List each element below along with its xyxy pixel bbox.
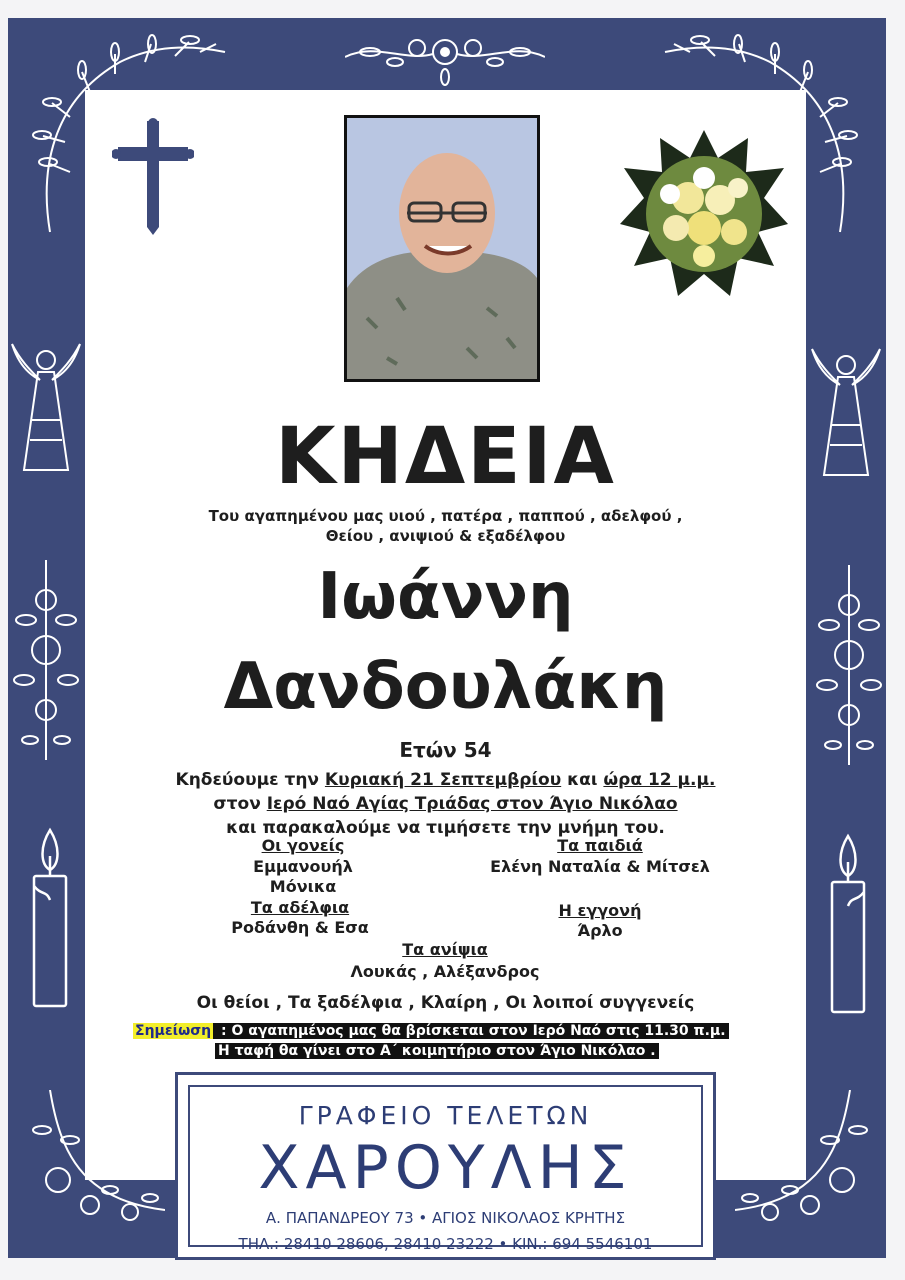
deceased-age: Ετών 54 — [399, 738, 492, 762]
siblings-label: Τα αδέλφια — [250, 898, 350, 917]
note-label: Σημείωση — [135, 1023, 212, 1039]
funeral-office-title: ΓΡΑΦΕΙΟ ΤΕΛΕΤΩΝ — [298, 1101, 593, 1130]
parents-label: Οι γονείς — [261, 836, 345, 855]
ceremony-and: και — [561, 770, 604, 790]
nephews-label: Τα ανίψια — [402, 940, 488, 959]
parent-father: Εμμανουήλ — [253, 857, 353, 876]
nephews-names: Λουκάς , Αλέξανδρος — [350, 962, 540, 981]
floral-branch-icon — [12, 560, 80, 760]
grandchild-name: Άρλο — [577, 921, 623, 940]
relation-line-2: Θείου , ανιψιού & εξαδέλφου — [325, 527, 566, 545]
funeral-home-phones: ΤΗΛ.: 28410 28606, 28410 23222 • ΚΙΝ.: 694 5546101 — [238, 1235, 653, 1253]
note-block — [133, 1021, 729, 1061]
deceased-last-name: Δανδουλάκη — [223, 650, 668, 724]
grandchild-label: Η εγγονή — [558, 901, 642, 920]
funeral-home-inner — [188, 1085, 703, 1253]
funeral-home-box — [175, 1072, 716, 1260]
ceremony-date: Κυριακή 21 Σεπτεμβρίου — [324, 770, 562, 790]
ceremony-place: Ιερό Ναό Αγίας Τριάδας στον Άγιο Νικόλαο — [266, 794, 678, 814]
relation-line-1: Του αγαπημένου μας υιού , πατέρα , παππού , αδελφού , — [208, 507, 683, 525]
floral-branch-icon — [20, 1090, 165, 1240]
funeral-home-address: Α. ΠΑΠΑΝΔΡΕΟΥ 73 • ΑΓΙΟΣ ΝΙΚΟΛΑΟΣ ΚΡΗΤΗΣ — [265, 1209, 626, 1227]
children-names: Ελένη Ναταλία & Μίτσελ — [490, 857, 710, 876]
note-line-1 — [133, 1021, 729, 1041]
deceased-first-name: Ιωάννη — [317, 560, 574, 634]
angel-icon — [810, 345, 882, 485]
other-relatives: Οι θείοι , Τα ξαδέλφια , Κλαίρη , Οι λοιποί συγγενείς — [196, 993, 695, 1013]
note-line-2 — [133, 1041, 729, 1061]
floral-branch-icon — [735, 1090, 880, 1240]
funeral-home-name: ΧΑΡΟΥΛΗΣ — [258, 1133, 633, 1203]
angel-icon — [10, 340, 82, 480]
siblings-names: Ροδάνθη & Εσα — [231, 918, 369, 937]
ceremony-date-line — [85, 770, 806, 790]
ceremony-time: ώρα 12 μ.μ. — [603, 770, 716, 790]
parent-mother: Μόνικα — [269, 877, 337, 896]
notice-heading: ΚΗΔΕΙΑ — [275, 412, 616, 502]
ceremony-place-prefix: στον — [213, 794, 267, 814]
candle-icon — [824, 832, 872, 1017]
ceremony-place-line — [85, 794, 806, 814]
children-label: Τα παιδιά — [557, 836, 643, 855]
portrait-photo — [344, 115, 540, 382]
floral-wreath-icon — [345, 22, 545, 87]
ceremony-request: και παρακαλούμε να τιμήσετε την μνήμη του. — [226, 818, 665, 838]
note-text-1: : Ο αγαπημένος μας θα βρίσκεται στον Ιερό Ναό στις 11.30 π.μ. — [213, 1023, 728, 1039]
floral-branch-icon — [815, 565, 883, 765]
note-text-2: Η ταφή θα γίνει στο Α΄ κοιμητήριο στον Άγιο Νικόλαο . — [215, 1043, 659, 1059]
ceremony-prefix: Κηδεύουμε την — [175, 770, 325, 790]
bouquet-icon — [618, 128, 790, 304]
cross-icon — [112, 117, 194, 241]
candle-icon — [26, 826, 74, 1011]
